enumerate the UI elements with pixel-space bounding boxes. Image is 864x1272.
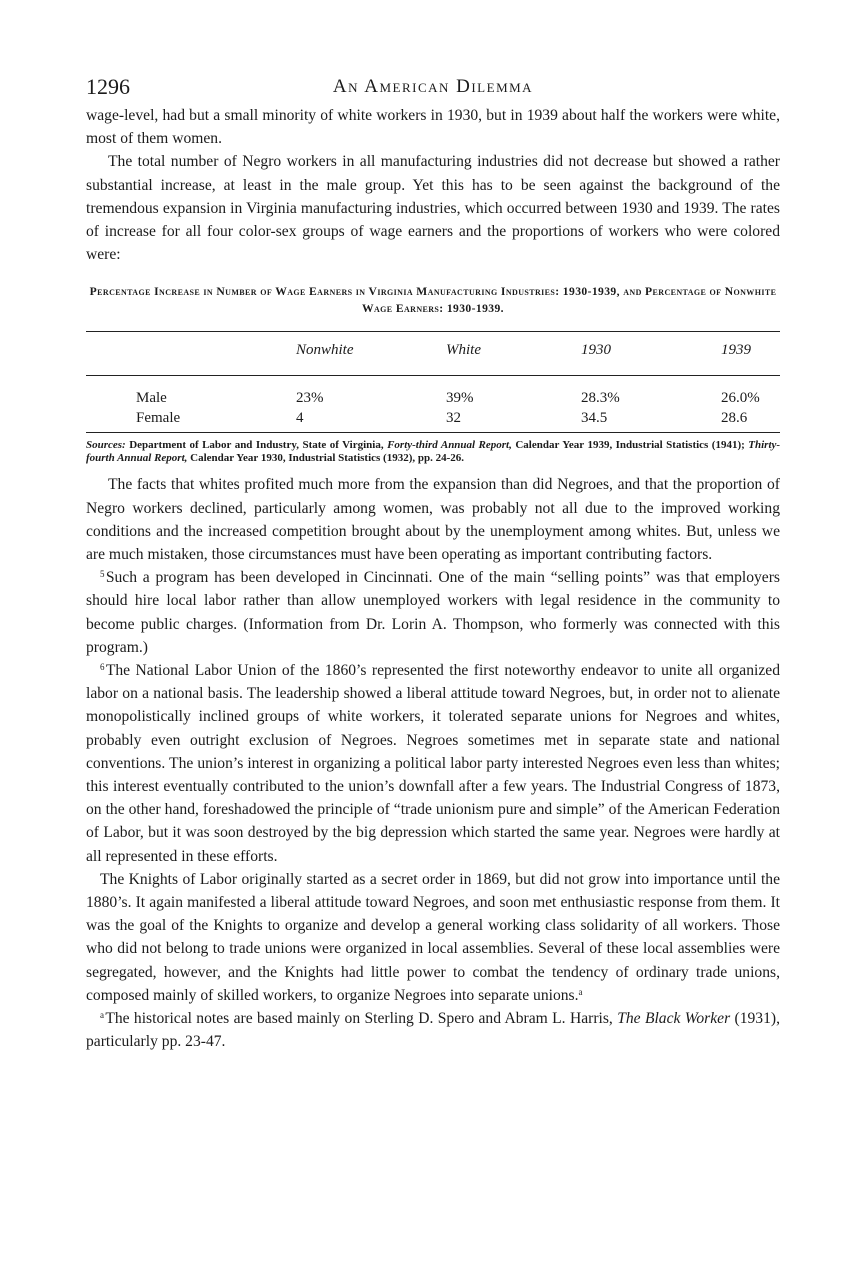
footnote-mark: 6 — [100, 662, 105, 673]
footnote-mark: a — [100, 1010, 104, 1021]
table-cell: 26.0% — [721, 390, 760, 407]
footnote-6-continued — [86, 868, 780, 1007]
table-row — [86, 408, 780, 433]
table-sources — [86, 439, 780, 464]
sources-text: Calendar Year 1930, Industrial Statistics (1932), pp. 24-26. — [190, 451, 465, 464]
page-header — [86, 74, 780, 104]
footnote-text: The historical notes are based mainly on Sterling D. Spero and Abram L. Harris, — [105, 1010, 613, 1028]
row-label: Male — [136, 390, 167, 407]
sources-text: Calendar Year 1939, Industrial Statistics (1941); — [515, 439, 745, 452]
running-title: An American Dilemma — [332, 76, 534, 97]
table-cell: 28.6 — [721, 408, 780, 433]
footnote-mark: 5 — [100, 569, 105, 580]
table-header-row — [86, 332, 780, 376]
footnote-text: The Knights of Labor originally started as a secret order in 1869, but did not grow into importance until the 1880’s. It again manifested a liberal attitude toward Negroes, and soon met enthusiastic response from them. It was the goal of the Knights to organize and develop a general working class solidarity of all workers. Those who did not belong to trade unions were organized in local assemblies. Several of these local assemblies were segregated, however, and the Knights had little power to combat the tendency of ordinary trade unions, composed mainly of skilled workers, to organize Negroes into separate unions. — [86, 870, 780, 1004]
sources-report-title: Thirty-fourth Annual Report, — [86, 439, 781, 464]
table-cell: 39% — [446, 390, 474, 407]
sources-text: Department of Labor and Industry, State of Virginia, — [129, 439, 384, 452]
table-cell: 28.3% — [581, 390, 620, 407]
page — [86, 74, 780, 1054]
page-number: 1296 — [86, 74, 130, 99]
footnote-text: Such a program has been developed in Cincinnati. One of the main “selling points” was that employers should hire local labor rather than allow unemployed workers with legal residence in the community to become public charges. (Information from Dr. Lorin A. Thompson, who formerly was connected with this program.) — [86, 569, 780, 656]
paragraph-manufacturing: The total number of Negro workers in all manufacturing industries did not decrease but showed a rather substantial increase, at least in the male group. Yet this has to be seen against the background of the tremendous expansion in Virginia manufacturing industries, which occurred between 1930 and 1939. The rates of increase for all four color-sex groups of wage earners and the proportions of workers who were colored were: — [86, 153, 780, 264]
column-header: Nonwhite — [296, 332, 446, 376]
footnotes — [86, 566, 780, 1053]
column-header: 1939 — [721, 332, 780, 376]
footnote-5 — [86, 566, 780, 659]
sources-report-title: Forty-third Annual Report, — [387, 439, 512, 452]
table-cell: 4 — [296, 408, 446, 433]
column-header: 1930 — [581, 332, 721, 376]
footnote-mark: a — [578, 986, 583, 997]
wage-earners-table — [86, 331, 780, 433]
footnote-6 — [86, 659, 780, 868]
paragraph-continuation: wage-level, had but a small minority of white workers in 1930, but in 1939 about half the workers were white, most of them women. — [86, 107, 780, 148]
row-label: Female — [86, 408, 296, 433]
cited-book-title: The Black Worker — [617, 1010, 731, 1028]
table-cell: 23% — [296, 390, 324, 407]
column-header: White — [446, 332, 581, 376]
table-title: Percentage Increase in Number of Wage Earners in Virginia Manufacturing Industries: 1930-1939, and Percentage of Nonwhite Wage Earners: 1930-1939. — [89, 285, 777, 316]
paragraph-facts: The facts that whites profited much more from the expansion than did Negroes, and that the proportion of Negro workers declined, particularly among women, was probably not all due to the improved working conditions and the increased competition brought about by the unemployment among whites. But, unless we are much mistaken, those circumstances must have been operating as important contributing factors. — [86, 476, 780, 564]
footnote-text: (1931), particularly pp. 23-47. — [86, 1010, 780, 1051]
sources-label: Sources: — [86, 439, 126, 452]
table-cell: 34.5 — [581, 408, 721, 433]
footnote-a — [86, 1007, 780, 1053]
table-cell: 32 — [446, 408, 581, 433]
table-corner — [86, 332, 296, 376]
table-row — [86, 376, 780, 409]
footnote-text: The National Labor Union of the 1860’s represented the first noteworthy endeavor to unite all organized labor on a national basis. The leadership showed a liberal attitude toward Negroes, but, in order not to alienate monopolistically inclined groups of white workers, it tolerated separate unions for Negroes and whites, probably even outright exclusion of Negroes. Negroes sometimes met in separate state and national conventions. The union’s interest in organizing a political labor party interested Negroes even less than whites; this interest eventually contributed to the union’s downfall after a few years. The Industrial Congress of 1873, on the other hand, foreshadowed the principle of “trade unionism pure and simple” of the American Federation of Labor, but it was soon destroyed by the big depression which started the same year. Negroes were hardly at all represented in these efforts. — [86, 662, 780, 865]
